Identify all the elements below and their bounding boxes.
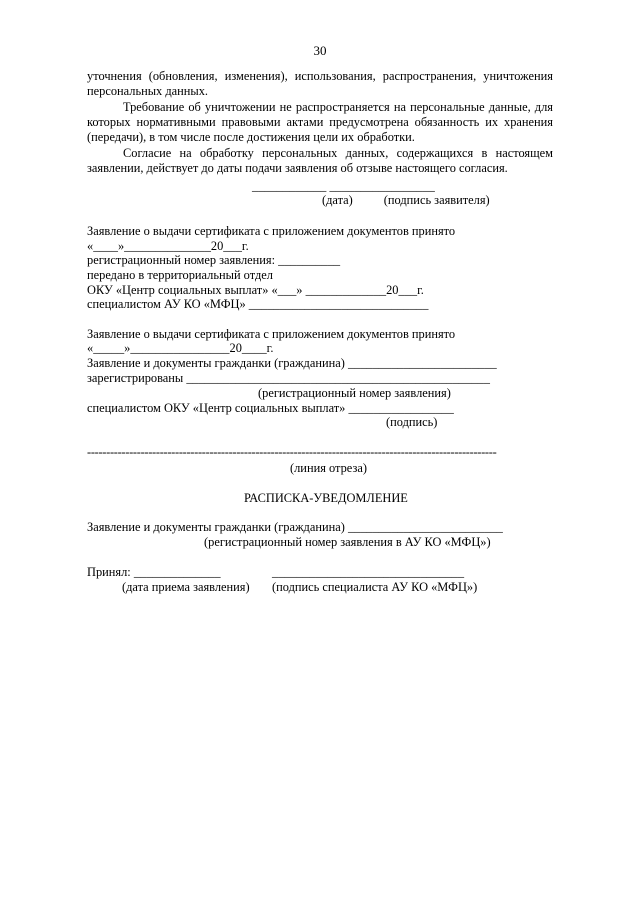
cut-line-label: (линия отреза) <box>290 461 367 475</box>
paragraph-2-line-1: Требование об уничтожении не распространяется на персональные данные, для <box>123 100 553 114</box>
section2-date-line: «_____»________________20____г. <box>87 341 274 355</box>
section1-transferred-line: передано в территориальный отдел <box>87 268 273 282</box>
receipt-title: РАСПИСКА-УВЕДОМЛЕНИЕ <box>244 491 408 505</box>
paragraph-1-line-1: уточнения (обновления, изменения), использования, распространения, уничтожения <box>87 69 553 83</box>
receipt-accepted-line: Принял: ______________ <box>87 565 221 579</box>
section2-signature-label: (подпись) <box>386 415 438 429</box>
paragraph-1-line-2: персональных данных. <box>87 84 209 98</box>
paragraph-2-line-2: которых нормативными правовыми актами предусмотрена обязанность их хранения <box>87 115 553 129</box>
section1-specialist-line: специалистом АУ КО «МФЦ» _____________________________ <box>87 297 429 311</box>
receipt-signature-label: (подпись специалиста АУ КО «МФЦ») <box>272 580 478 594</box>
receipt-documents-line: Заявление и документы гражданки (гражданина) _________________________ <box>87 520 503 534</box>
section1-acceptance-line: Заявление о выдачи сертификата с приложением документов принято <box>87 224 456 238</box>
applicant-signature-blanks: ____________ _________________ <box>252 179 435 193</box>
section2-specialist-line: специалистом ОКУ «Центр социальных выплат» _________________ <box>87 401 454 415</box>
section2-registration-number-label: (регистрационный номер заявления) <box>258 386 451 400</box>
section1-registration-number: регистрационный номер заявления: __________ <box>87 253 341 267</box>
receipt-registration-label: (регистрационный номер заявления в АУ КО «МФЦ») <box>204 535 491 549</box>
cut-line: ----------------------------------------------------------------------------------------------------------- <box>87 445 497 459</box>
applicant-signature-labels: (дата) (подпись заявителя) <box>322 193 490 207</box>
page-number: 30 <box>313 43 327 58</box>
receipt-date-label: (дата приема заявления) <box>122 580 250 594</box>
section2-documents-line: Заявление и документы гражданки (гражданина) ________________________ <box>87 356 497 370</box>
paragraph-3-line-1: Согласие на обработку персональных данных, содержащихся в настоящем <box>123 146 553 160</box>
paragraph-2-line-3: (передачи), в том числе после достижения цели их обработки. <box>87 130 415 144</box>
section1-date-line: «____»______________20___г. <box>87 239 249 253</box>
paragraph-3-line-2: заявлении, действует до даты подачи заявления об отзыве настоящего согласия. <box>87 161 508 175</box>
section2-registered-line: зарегистрированы _________________________________________________ <box>87 371 490 385</box>
section2-acceptance-line: Заявление о выдачи сертификата с приложением документов принято <box>87 327 456 341</box>
receipt-signature-blank: _______________________________ <box>272 565 465 579</box>
section1-oku-date-line: ОКУ «Центр социальных выплат» «___» _____________20___г. <box>87 283 424 297</box>
